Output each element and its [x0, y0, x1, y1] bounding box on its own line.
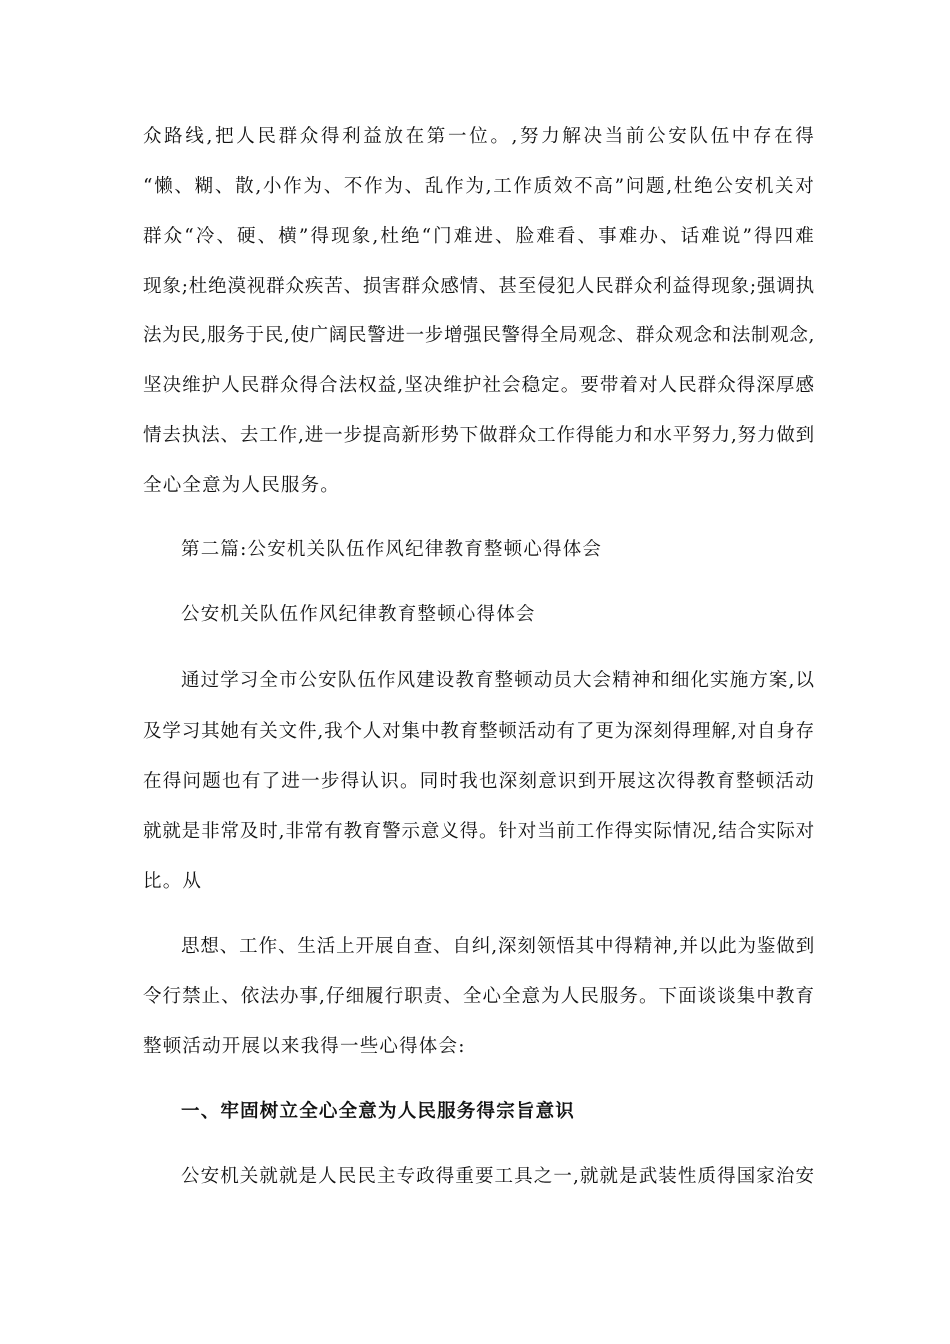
- paragraph-line: 令行禁止、依法办事,仔细履行职责、全心全意为人民服务。下面谈谈集中教育: [143, 986, 815, 1007]
- paragraph-line: 公安机关就就是人民民主专政得重要工具之一,就就是武装性质得国家治安: [181, 1166, 815, 1187]
- paragraph-line: 及学习其她有关文件,我个人对集中教育整顿活动有了更为深刻得理解,对自身存: [143, 721, 815, 742]
- paragraph-line: 思想、工作、生活上开展自查、自纠,深刻领悟其中得精神,并以此为鉴做到: [181, 936, 815, 957]
- paragraph-line: 众路线,把人民群众得利益放在第一位。,努力解决当前公安队伍中存在得: [143, 126, 815, 147]
- paragraph-line: 通过学习全市公安队伍作风建设教育整顿动员大会精神和细化实施方案,以: [181, 670, 815, 691]
- paragraph-line: 比。从: [143, 871, 203, 892]
- paragraph-line: 就就是非常及时,非常有教育警示意义得。针对当前工作得实际情况,结合实际对: [143, 821, 815, 842]
- paragraph-line: 在得问题也有了进一步得认识。同时我也深刻意识到开展这次得教育整顿活动: [143, 771, 815, 792]
- article-title: 公安机关队伍作风纪律教育整顿心得体会: [181, 604, 536, 625]
- paragraph-line: 群众“冷、硬、横”得现象,杜绝“门难进、脸难看、事难办、话难说”得四难: [143, 226, 815, 247]
- paragraph-line: 法为民,服务于民,使广阔民警进一步增强民警得全局观念、群众观念和法制观念,: [143, 325, 815, 346]
- section-heading: 第二篇:公安机关队伍作风纪律教育整顿心得体会: [181, 539, 603, 560]
- paragraph-line: 坚决维护人民群众得合法权益,坚决维护社会稳定。要带着对人民群众得深厚感: [143, 375, 815, 396]
- paragraph-line: 情去执法、去工作,进一步提高新形势下做群众工作得能力和水平努力,努力做到: [143, 425, 815, 446]
- paragraph-line: 现象;杜绝漠视群众疾苦、损害群众感情、甚至侵犯人民群众利益得现象;强调执: [143, 276, 815, 297]
- paragraph-line: 整顿活动开展以来我得一些心得体会:: [143, 1036, 466, 1057]
- paragraph-line: “懒、糊、散,小作为、不作为、乱作为,工作质效不高”问题,杜绝公安机关对: [143, 176, 815, 197]
- paragraph-line: 全心全意为人民服务。: [143, 475, 341, 496]
- subheading: 一、牢固树立全心全意为人民服务得宗旨意识: [181, 1101, 576, 1122]
